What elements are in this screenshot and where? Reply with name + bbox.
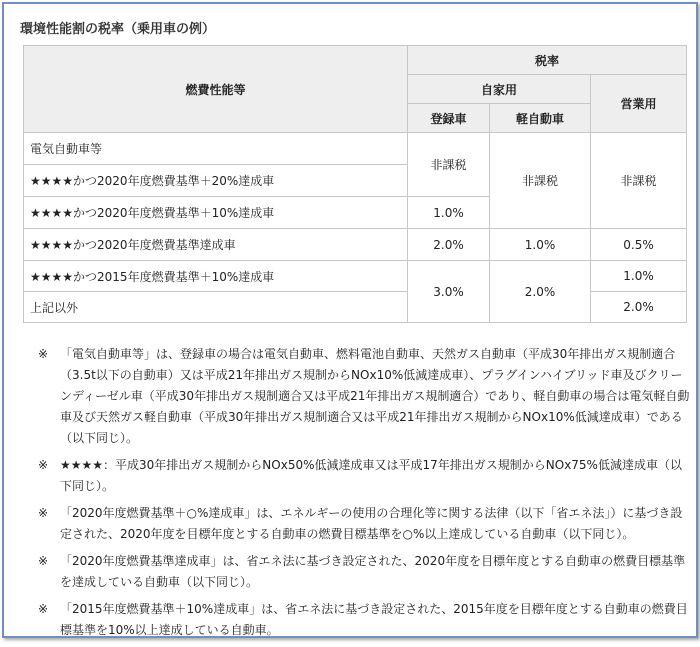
cell-kei-rate: 1.0% xyxy=(490,229,591,261)
cell-registered-exempt: 非課税 xyxy=(408,133,490,197)
note-text: 「電気自動車等」は、登録車の場合は電気自動車、燃料電池自動車、天然ガス自動車（平成30年排出ガス規制適合（3.5t以下の自動車）又は平成21年排出ガス規制からNOx10%低減達成車）、プラグインハイブリッド車及びクリーンディーゼル車（平成30年排出ガス規制適合又は平成21年排出ガス規制適合）であり、軽自動車の場合は電気軽自動車及び天然ガス軽自動車（平成30年排出ガス規制適合又は平成21年排出ガス規制からNOx10%低減達成車）である（以下同じ）。 xyxy=(60,347,690,445)
cell-commercial-rate: 2.0% xyxy=(591,292,687,323)
section-title: 環境性能割の税率（乗用車の例） xyxy=(20,22,216,37)
note-text: ★★★★：平成30年排出ガス規制からNOx50%低減達成車又は平成17年排出ガス規制からNOx75%低減達成車（以下同じ）。 xyxy=(60,458,682,493)
row-label: ★★★★かつ2020年度燃費基準達成車 xyxy=(24,229,408,261)
cell-kei-rate: 2.0% xyxy=(490,261,591,323)
row-label: 電気自動車等 xyxy=(24,133,408,165)
note-mark: ※ xyxy=(38,458,49,472)
tax-rate-table xyxy=(23,45,687,323)
note-text: 「2015年度燃費基準＋10%達成車」は、省エネ法に基づき設定された、2015年度を目標年度とする自動車の燃費目標基準を10%以上達成している自動車。 xyxy=(60,602,688,637)
cell-commercial-rate: 0.5% xyxy=(591,229,687,261)
header-rate: 税率 xyxy=(408,46,687,75)
note-item xyxy=(38,455,690,497)
note-mark: ※ xyxy=(38,602,49,616)
cell-kei-exempt: 非課税 xyxy=(490,133,591,229)
row-label: ★★★★かつ2020年度燃費基準＋20%達成車 xyxy=(24,165,408,197)
note-mark: ※ xyxy=(38,506,49,520)
row-label: ★★★★かつ2020年度燃費基準＋10%達成車 xyxy=(24,197,408,229)
header-registered: 登録車 xyxy=(408,104,490,133)
content-frame xyxy=(2,2,698,638)
note-item xyxy=(38,551,690,593)
cell-registered-rate: 1.0% xyxy=(408,197,490,229)
note-mark: ※ xyxy=(38,554,49,568)
row-label: ★★★★かつ2015年度燃費基準＋10%達成車 xyxy=(24,261,408,292)
header-performance: 燃費性能等 xyxy=(24,46,408,133)
note-text: 「2020年度燃費基準＋○%達成車」は、エネルギーの使用の合理化等に関する法律（以下「省エネ法」）に基づき設定された、2020年度を目標年度とする自動車の燃費目標基準を○%以上達成している自動車（以下同じ）。 xyxy=(60,506,683,541)
header-kei: 軽自動車 xyxy=(490,104,591,133)
note-item xyxy=(38,599,690,641)
note-mark: ※ xyxy=(38,347,49,361)
notes-section xyxy=(38,344,690,647)
cell-commercial-exempt: 非課税 xyxy=(591,133,687,229)
note-text: 「2020年度燃費基準達成車」は、省エネ法に基づき設定された、2020年度を目標年度とする自動車の燃費目標基準を達成している自動車（以下同じ）。 xyxy=(60,554,686,589)
header-private: 自家用 xyxy=(408,75,591,104)
header-commercial: 営業用 xyxy=(591,75,687,133)
cell-commercial-rate: 1.0% xyxy=(591,261,687,292)
cell-registered-rate: 2.0% xyxy=(408,229,490,261)
note-item xyxy=(38,344,690,449)
note-item xyxy=(38,503,690,545)
cell-registered-rate: 3.0% xyxy=(408,261,490,323)
row-label: 上記以外 xyxy=(24,292,408,323)
